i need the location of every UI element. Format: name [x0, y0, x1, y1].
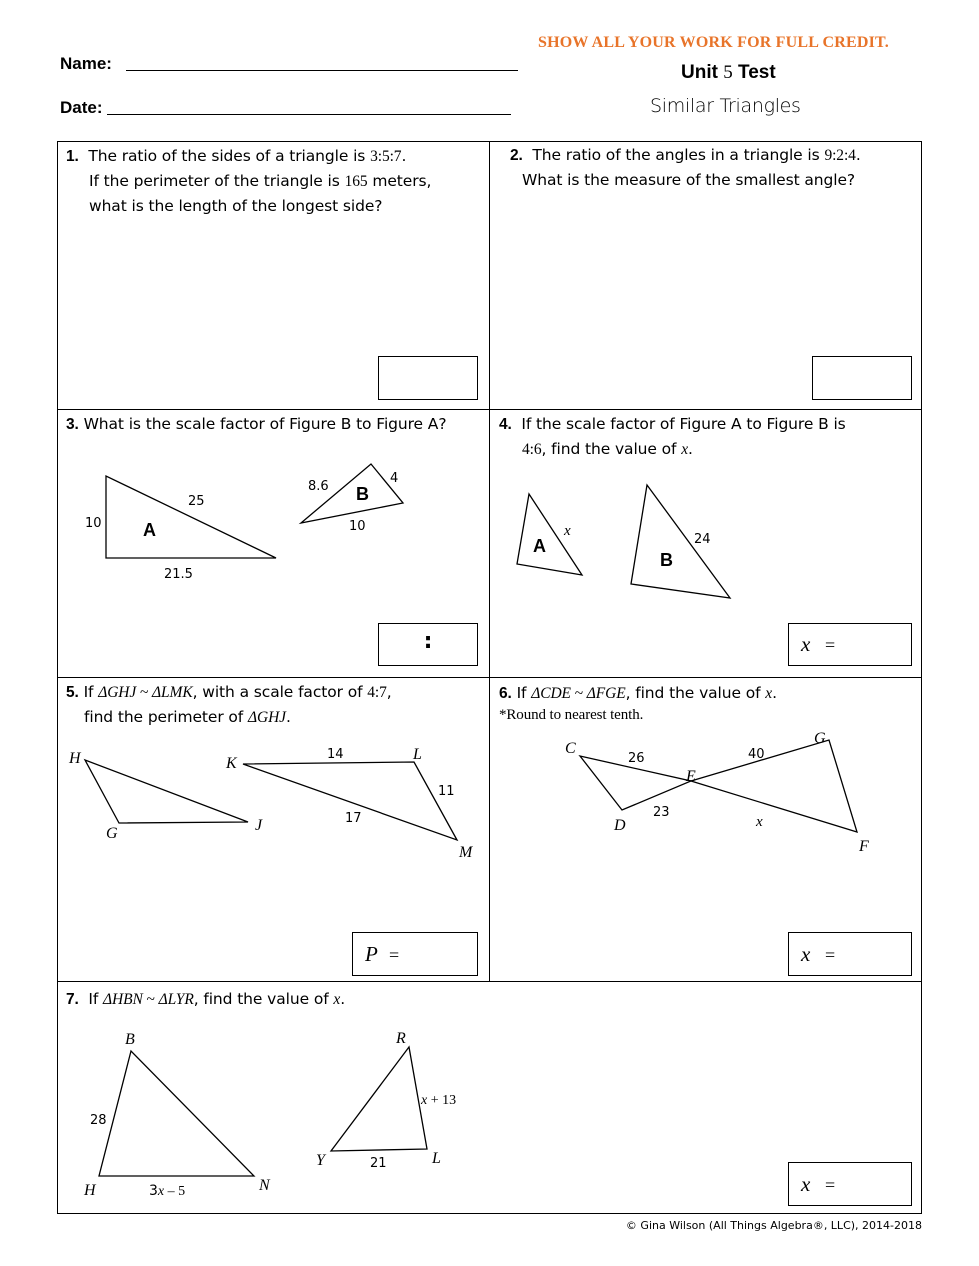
q7-side-bh: 28 — [90, 1113, 107, 1128]
q6-var: x — [765, 685, 773, 702]
q3-a-side-bottom: 21.5 — [164, 567, 193, 582]
q5-line2-tri: ΔGHJ — [248, 709, 286, 726]
q5-if: If — [83, 683, 99, 701]
q6-answer-var: x — [801, 942, 811, 966]
q5-mid: , with a scale factor of — [192, 683, 368, 701]
q4-ratio: 4:6 — [522, 441, 542, 458]
q4-var: x — [681, 441, 688, 458]
row-divider-1 — [57, 409, 922, 410]
question-4 — [499, 412, 919, 462]
page-subtitle: Similar Triangles — [650, 95, 801, 117]
q7-triangle-hbn — [99, 1051, 254, 1176]
q4-a-name: A — [533, 536, 546, 556]
q1-line2-post: meters, — [367, 172, 432, 190]
row-divider-2 — [57, 677, 922, 678]
question-3 — [66, 412, 491, 437]
q7-side-yl: 21 — [370, 1156, 387, 1171]
credit-notice: SHOW ALL YOUR WORK FOR FULL CREDIT. — [538, 34, 889, 51]
q3-number: 3. — [66, 416, 79, 433]
q6-mid: , find the value of — [625, 684, 766, 702]
q5-vertex-j: J — [255, 817, 263, 834]
q7-if: If — [88, 990, 104, 1008]
q3-b-side-right: 4 — [390, 471, 399, 486]
q7-vertex-y: Y — [316, 1152, 325, 1169]
q5-answer-eq: = — [389, 945, 400, 965]
q7-tri2: ΔLYR — [158, 991, 194, 1008]
q5-vertex-h: H — [69, 750, 81, 767]
q5-vertex-l: L — [413, 746, 422, 763]
q6-vertex-d: D — [614, 817, 626, 834]
q4-a-side: x — [564, 523, 571, 539]
q3-figure — [57, 440, 489, 610]
q5-number: 5. — [66, 684, 79, 701]
q2-ratio: 9:2:4 — [824, 147, 856, 164]
q5-tri2: ΔLMK — [152, 684, 193, 701]
q5-triangle-ghj — [85, 760, 248, 823]
q3-text: What is the scale factor of Figure B to Figure A? — [83, 415, 447, 433]
q4-number: 4. — [499, 416, 512, 433]
q3-a-name: A — [143, 520, 156, 540]
q3-b-side-left: 8.6 — [308, 479, 329, 494]
q6-vertex-f: F — [859, 838, 869, 855]
name-label: Name: — [60, 54, 112, 73]
test-word: Test — [738, 62, 776, 83]
q3-answer-box[interactable] — [378, 623, 478, 666]
q6-side-eg: 40 — [748, 747, 765, 762]
unit-word: Unit — [681, 62, 718, 83]
q5-line1-end: , — [386, 683, 392, 701]
q7-number: 7. — [66, 991, 79, 1008]
name-field[interactable] — [126, 70, 518, 71]
q2-line2: What is the measure of the smallest angle? — [522, 171, 856, 189]
q1-line3: what is the length of the longest side? — [89, 197, 383, 215]
q6-side-de: 23 — [653, 805, 670, 820]
q5-triangle-lmk — [243, 762, 457, 840]
q4-answer-var: x — [801, 632, 811, 656]
q4-line2-mid: , find the value of — [541, 440, 682, 458]
q2-answer-box[interactable] — [812, 356, 912, 400]
unit-title — [681, 62, 776, 84]
q7-var: x — [333, 991, 341, 1008]
q2-number: 2. — [510, 147, 523, 164]
q4-b-side: 24 — [694, 532, 711, 547]
q7-hn-var: x — [157, 1184, 165, 1199]
q7-answer-box[interactable] — [788, 1162, 912, 1206]
q1-answer-box[interactable] — [378, 356, 478, 400]
q7-figure — [57, 1022, 489, 1202]
q7-vertex-r: R — [396, 1030, 406, 1047]
q6-sim: ~ — [570, 685, 587, 702]
q6-vertex-c: C — [565, 740, 576, 757]
copyright-footer: © Gina Wilson (All Things Algebra®, LLC), 2014-2018 — [625, 1219, 922, 1232]
q2-line1-pre: The ratio of the angles in a triangle is — [532, 146, 825, 164]
date-field[interactable] — [107, 114, 511, 115]
q3-a-side-left: 10 — [85, 516, 102, 531]
q7-vertex-l: L — [432, 1150, 441, 1167]
q7-end: . — [340, 990, 346, 1008]
q6-vertex-g: G — [814, 730, 826, 747]
row-divider-3 — [57, 981, 922, 982]
q4-triangle-b — [631, 485, 730, 598]
q1-line2-pre: If the perimeter of the triangle is — [89, 172, 345, 190]
q7-rl-var: x — [421, 1093, 428, 1108]
question-7 — [66, 987, 666, 1012]
q4-answer-eq: = — [825, 635, 836, 655]
q7-side-hn — [149, 1183, 185, 1199]
q6-note: *Round to nearest tenth. — [499, 707, 644, 723]
q6-vertex-e: E — [686, 768, 696, 785]
q5-line2-pre: find the perimeter of — [84, 708, 248, 726]
q1-perimeter: 165 — [344, 173, 368, 190]
q1-ratio: 3:5:7 — [370, 148, 402, 165]
q6-tri1: ΔCDE — [531, 685, 571, 702]
q5-sim: ~ — [136, 684, 153, 701]
q6-end: . — [772, 684, 777, 702]
q1-line1-post: . — [401, 147, 407, 165]
q3-answer-colon: : — [423, 629, 433, 654]
q5-vertex-k: K — [226, 755, 237, 772]
q1-line1-pre: The ratio of the sides of a triangle is — [88, 147, 371, 165]
q5-answer-box[interactable] — [352, 932, 478, 976]
q5-tri1: ΔGHJ — [98, 684, 137, 701]
q3-b-name: B — [356, 484, 369, 504]
q5-figure — [57, 735, 489, 875]
q5-side-km: 17 — [345, 811, 362, 826]
q3-triangle-a — [106, 476, 276, 558]
q6-answer-box[interactable] — [788, 932, 912, 976]
q6-tri2: ΔFGE — [586, 685, 626, 702]
q7-hn-coef: 3 — [149, 1183, 158, 1199]
q3-b-side-bottom: 10 — [349, 519, 366, 534]
q4-line1: If the scale factor of Figure A to Figure B is — [521, 415, 846, 433]
question-6 — [499, 681, 919, 724]
q5-answer-var: P — [365, 942, 378, 966]
q5-vertex-g: G — [106, 825, 118, 842]
q3-a-side-hyp: 25 — [188, 494, 205, 509]
q7-side-rl — [420, 1093, 456, 1108]
q4-triangle-a — [517, 494, 582, 575]
q5-line2-end: . — [285, 708, 291, 726]
q6-number: 6. — [499, 685, 512, 702]
q1-number: 1. — [66, 148, 79, 165]
question-5 — [66, 680, 491, 730]
unit-number: 5 — [723, 62, 733, 83]
q6-figure — [489, 725, 921, 865]
question-1 — [66, 144, 486, 218]
q7-rl-rest: + 13 — [427, 1093, 457, 1108]
q6-answer-eq: = — [825, 945, 836, 965]
q2-line1-post: . — [855, 146, 861, 164]
q5-side-kl: 14 — [327, 747, 344, 762]
q6-if: If — [516, 684, 532, 702]
q7-triangle-lyr — [331, 1047, 427, 1151]
q7-mid: , find the value of — [193, 990, 334, 1008]
q5-side-lm: 11 — [438, 784, 455, 799]
q6-triangle-fge — [691, 740, 857, 832]
q5-ratio: 4:7 — [367, 684, 387, 701]
q7-vertex-h: H — [84, 1182, 96, 1199]
q7-answer-eq: = — [825, 1175, 836, 1195]
q7-vertex-n: N — [259, 1177, 270, 1194]
q4-line2-end: . — [688, 440, 693, 458]
date-label: Date: — [60, 98, 103, 117]
q7-vertex-b: B — [125, 1031, 135, 1048]
question-2 — [510, 143, 920, 192]
q4-figure — [489, 470, 921, 610]
q6-side-ce: 26 — [628, 751, 645, 766]
q5-vertex-m: M — [459, 844, 473, 861]
q7-answer-var: x — [801, 1172, 811, 1196]
q4-answer-box[interactable] — [788, 623, 912, 666]
q4-b-name: B — [660, 550, 673, 570]
q6-side-ef: x — [756, 814, 763, 830]
q7-sim: ~ — [142, 991, 159, 1008]
q7-tri1: ΔHBN — [103, 991, 143, 1008]
q7-hn-rest: – 5 — [164, 1184, 186, 1199]
